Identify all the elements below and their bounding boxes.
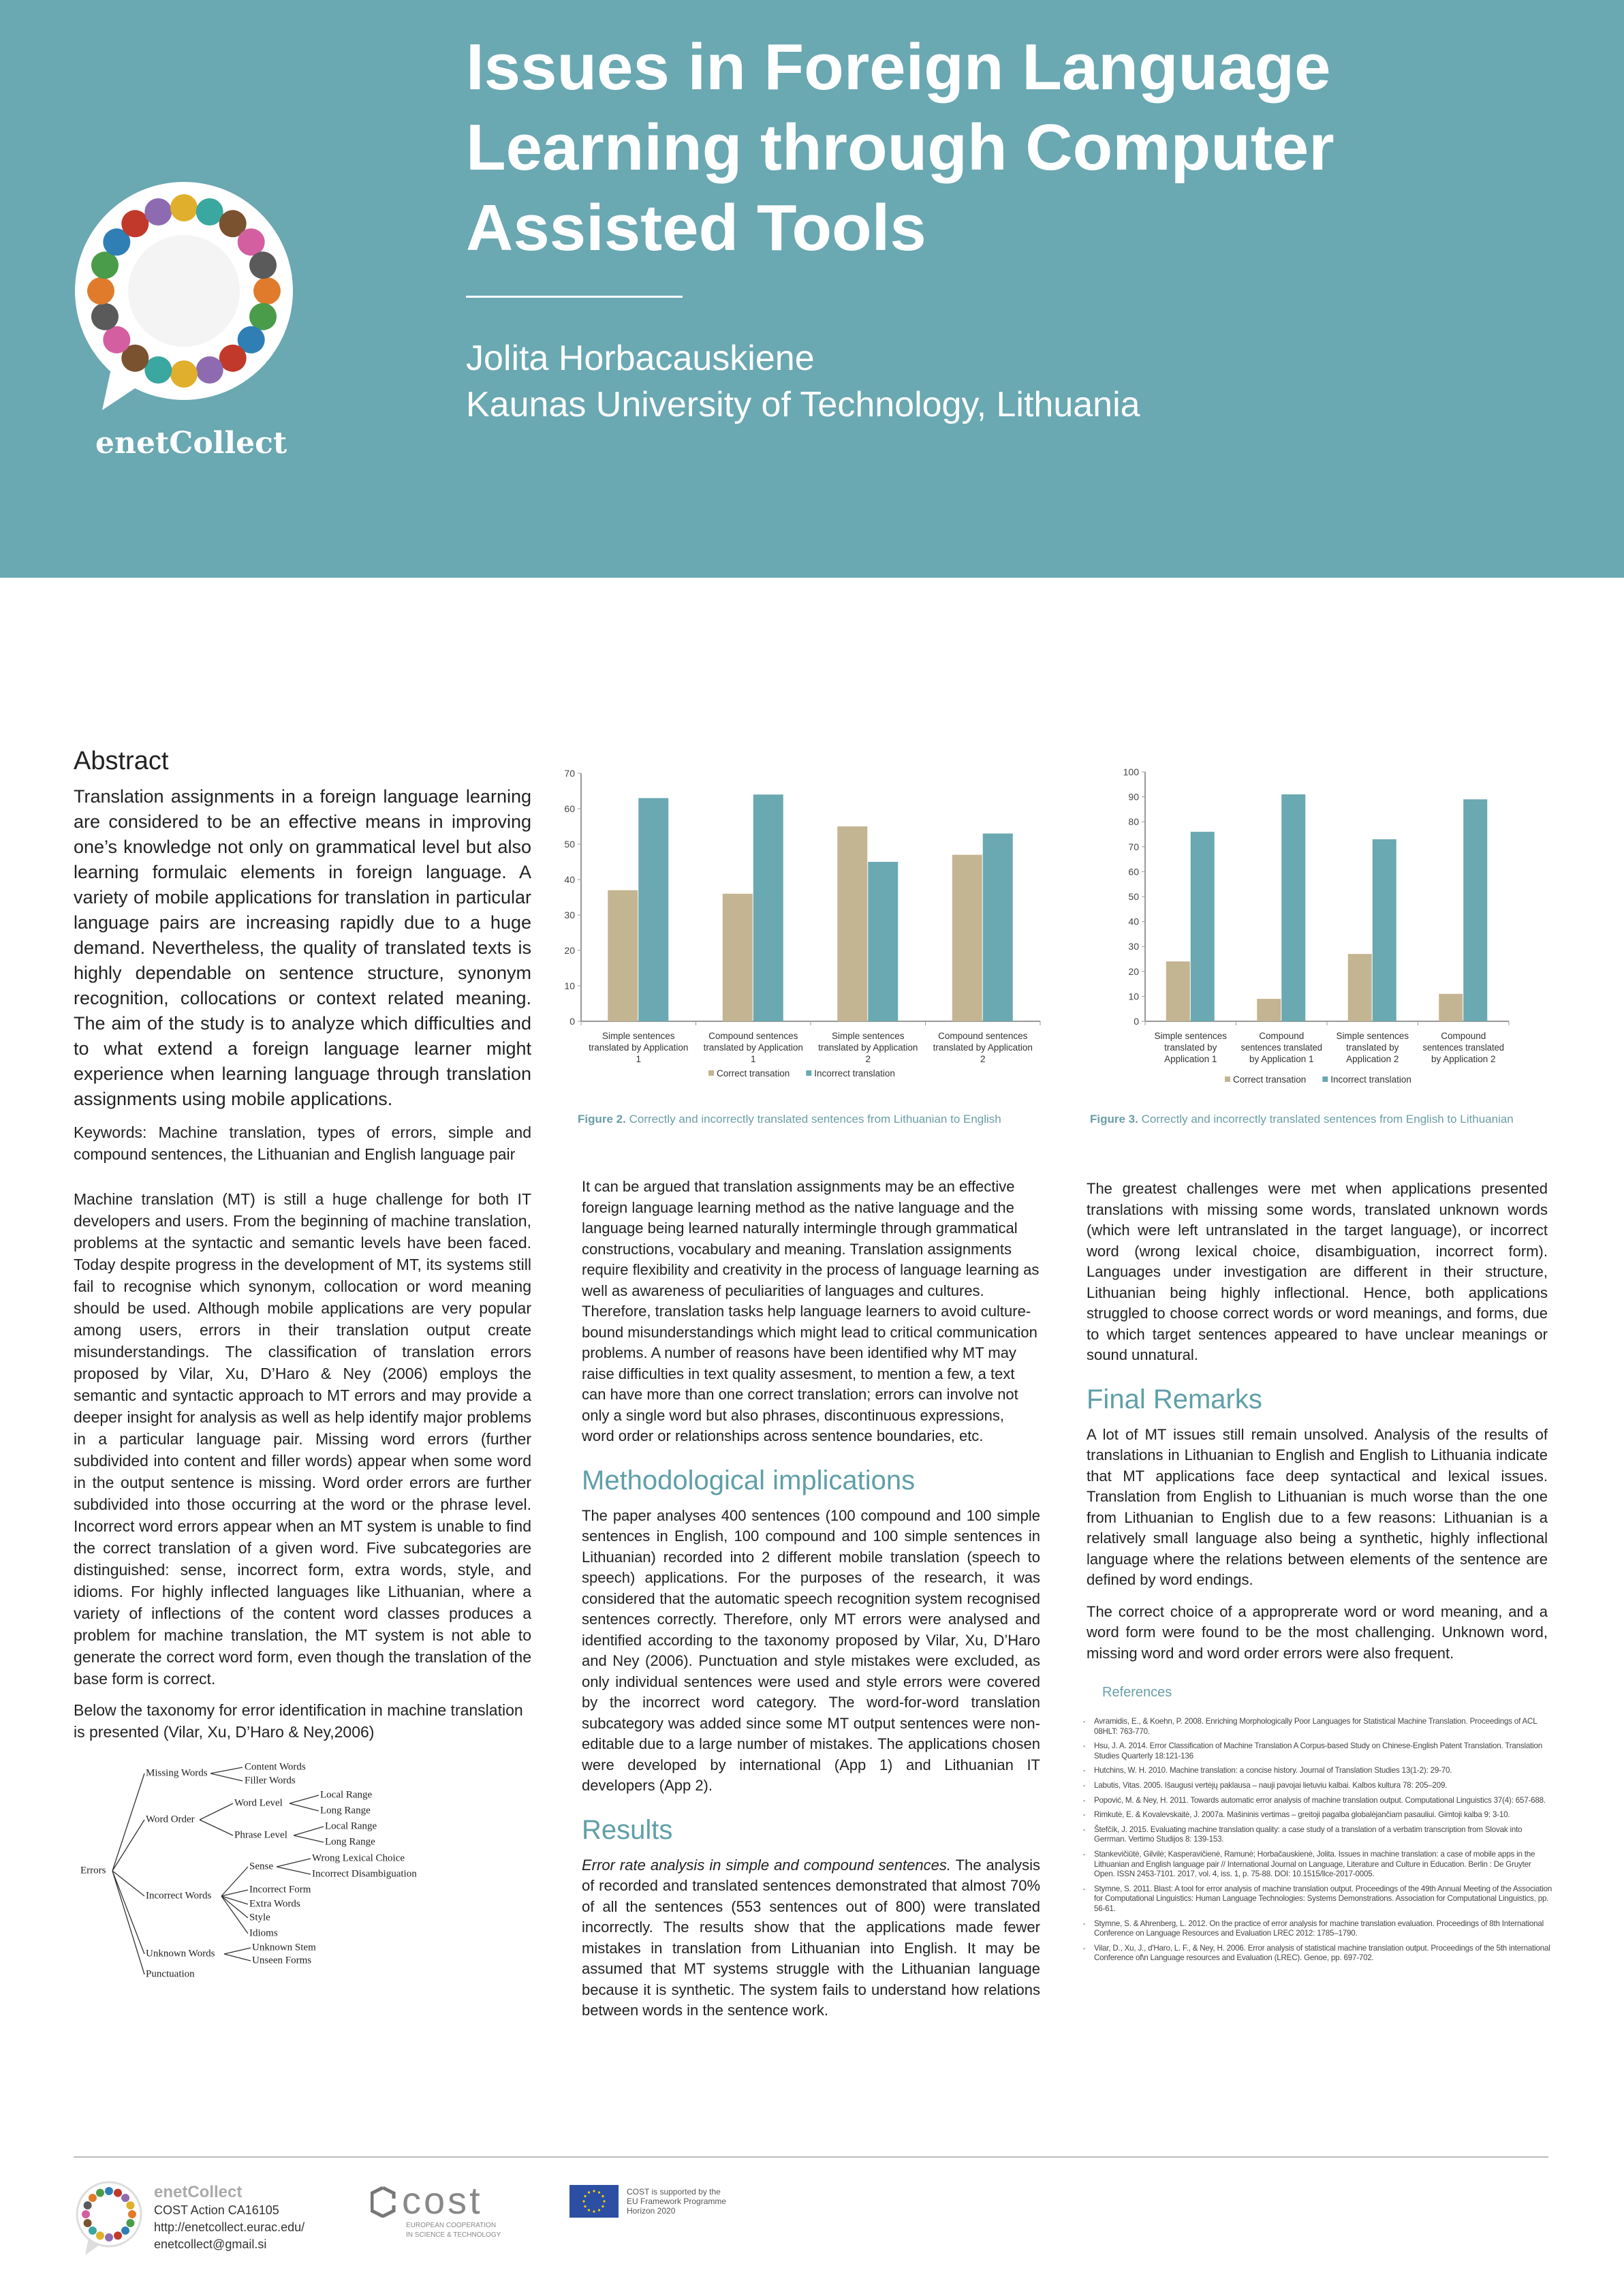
x-tick-label: Compound sentences [938,1031,1028,1041]
methodology-heading: Methodological implications [582,1465,916,1495]
footer-url[interactable]: http://enetcollect.eurac.edu/ [154,2220,305,2234]
star-icon [584,2205,586,2207]
y-tick-label: 20 [564,945,575,956]
x-tick-label: Simple sentences [831,1031,905,1041]
affiliation: Kaunas University of Technology, Lithuania [466,385,1140,424]
x-tick-label: Simple sentences [1154,1031,1228,1041]
cost-subtitle: IN SCIENCE & TECHNOLOGY [406,2231,501,2239]
intro-paragraph: Machine translation (MT) is still a huge challenge for both IT developers and users. From the beginning of machine translation, problems at the syntactic and semantic levels have been faced. Today despite progress in the development of MT, its systems still fail to recognise which synonym, collocation or word meaning should be used. Although mobile applications are very popular among users, errors in their translation output create misunderstandings. The classification of translation errors proposed by Vilar, Xu, D’Haro & Ney (2006) employs the semantic and syntactic approach to MT errors and may provide a deeper insight for analysis as well as help identify major problems in a particular language pair. Missing word errors (further subdivided into content and filler words) appear when some word in the output sentence is missing. Word order errors are further subdivided into those occurring at the word or the phrase level. Incorrect word errors appear when an MT system is unable to find the correct translation of a given word. Five subcategories are distinguished: sense, incorrect form, extra words, style, and idioms. For highly inflected languages like Lithuanian, where a variety of inflections of the content word classes produces a problem for machine translation, the MT system is not able to generate the correct word form, even though the translation of the base form is correct. [74,1190,531,1688]
node-phrase-level: Phrase Level [234,1829,287,1841]
node-extra-words: Extra Words [249,1898,300,1910]
y-tick-label: 20 [1128,965,1139,977]
reference-item: ▪ Labutis, Vitas. 2005. Išaugusi vertėjų paklausa – nauji pavojai lietuviu kalbai. Kalbos kultura 78: 205–209. [1083,1781,1553,1791]
person-figure-icon [219,345,247,372]
translation-assignments-paragraph: It can be argued that translation assignments may be an effective foreign language learning method as the native language and the language being learned naturally intermingle through grammatical constructions, vocabulary and meaning. Translation assignments require flexibility and creativity in the process of language learning as well as awareness of peculiarities of languages and cultures. Therefore, translation tasks help language learners to avoid culture-bound misunderstandings which might lead to critical communication problems. A number of reasons have been identified why MT may raise difficulties in text quality assesment, to mention a few, a text can have more than one correct translation; errors can involve not only a single word but also phrases, discontinuous expressions, word order or relationships across sentence boundaries, etc. [582,1178,1040,1444]
person-figure-icon [89,2194,97,2202]
cost-subtitle: EUROPEAN COOPERATION [406,2222,497,2229]
x-tick-label: translated by [1164,1042,1217,1053]
results-text [582,1855,1040,2021]
node-word-order: Word Order [146,1814,195,1825]
bar-correct [723,894,753,1021]
star-icon [602,2195,604,2197]
footer-org: enetCollect [154,2183,243,2201]
final-remarks-text-2: The correct choice of a approprerate word or word meaning, and a word form were found to be the most challenging. Unknown word, missing word and word order errors were also frequent. [1087,1602,1548,1662]
footer-enetcollect-logo [75,2180,143,2256]
x-tick-label: 2 [980,1054,986,1064]
right-column [1087,1179,1552,1968]
node-unknown-words: Unknown Words [146,1948,215,1959]
y-tick-label: 50 [564,839,575,850]
person-figure-icon [105,2187,113,2195]
x-tick-label: translated by Application [703,1042,803,1053]
person-figure-icon [170,194,198,221]
reference-item: ▪ Hsu, J. A. 2014. Error Classification of Machine Translation A Corpus-based Study on Chinese-English Patent Translation. Translation Studies Quarterly 18:121-136 [1083,1741,1553,1761]
y-tick-label: 30 [564,910,575,920]
person-figure-icon [121,2194,129,2202]
figure-2-caption [578,1113,1001,1126]
legend-swatch [1322,1076,1328,1082]
bar-correct [1257,999,1281,1021]
bar-correct [608,890,638,1021]
eu-flag-icon [569,2185,619,2218]
node-idioms: Idioms [249,1927,278,1939]
eu-line: EU Framework Programme [627,2197,727,2206]
abstract-text: Translation assignments in a foreign language learning are considered to be an effective means in improving one’s knowledge not only on grammatical level but also learning formulaic elements in foreign language. A variety of mobile applications for translation in particular language pairs are increasing rapidly due to a huge demand. Nevertheless, the quality of translated texts is highly dependable on sentence structure, synonym recognition, collocations or context related meaning. The aim of the study is to analyze which difficulties and to what extend a foreign language learner might experience when learning language through translation assignments using mobile applications. [74,786,531,1109]
title-line: Assisted Tools [466,191,926,264]
bar-correct [1348,954,1372,1021]
x-tick-label: Application 2 [1346,1054,1399,1064]
node-incorrect-disambiguation: Incorrect Disambiguation [312,1868,417,1880]
node-wrong-lexical-choice: Wrong Lexical Choice [312,1852,405,1864]
eu-line: Horizon 2020 [627,2206,676,2216]
y-tick-label: 90 [1128,791,1139,803]
results-body: The analysis of recorded and translated sentences demonstrated that almost 70% of all the sentences (553 sentences out of 800) were translated incorrectly. The results show that the applications made fewer mistakes in translation from Lithuanian into English. It may be assumed that MT systems struggle with the Lithuanian language because it is synthetic. The system fails to understand how relations between words in the sentence work. [582,1856,1041,2019]
person-figure-icon [170,360,198,388]
bar-correct [837,826,867,1021]
references-list [1083,1717,1553,1968]
node-local-range: Local Range [320,1789,373,1801]
person-figure-icon [121,2227,129,2235]
x-tick-label: 2 [865,1054,871,1064]
bar-incorrect [1191,832,1215,1021]
person-figure-icon [196,198,223,226]
legend-label: Incorrect translation [814,1068,895,1079]
footer-divider [74,2156,1548,2158]
x-tick-label: translated by Application [589,1042,689,1053]
y-tick-label: 80 [1128,816,1139,828]
caption-text: Correctly and incorrectly translated sentences from English to Lithuanian [1138,1113,1514,1126]
person-figure-icon [126,2201,134,2209]
person-figure-icon [128,2210,136,2218]
person-figure-icon [126,2219,134,2227]
person-figure-icon [87,277,114,305]
x-tick-label: translated by [1346,1042,1399,1053]
logo-text: enetCollect [95,426,287,461]
bar-incorrect [868,862,898,1021]
x-tick-label: Compound [1441,1031,1486,1041]
keywords: Keywords: Machine translation, types of errors, simple and compound sentences, the Lithuanian and English language pair [74,1123,531,1163]
node-word-level: Word Level [234,1797,283,1809]
star-icon [603,2200,605,2202]
legend-swatch [708,1070,714,1076]
y-tick-label: 0 [1134,1016,1139,1027]
star-icon [588,2209,590,2211]
star-icon [584,2195,586,2197]
reference-item: ▪ Popović, M. & Ney, H. 2011. Towards automatic error analysis of machine translation output. Computational Linguistics 37(4): 657-688. [1083,1796,1553,1806]
abstract-heading: Abstract [74,747,169,775]
node-sense: Sense [249,1861,273,1872]
y-tick-label: 30 [1128,941,1139,952]
node-content-words: Content Words [245,1761,306,1773]
y-tick-label: 100 [1123,766,1139,777]
bar-correct [1166,961,1190,1021]
title-divider [466,296,683,298]
y-tick-label: 50 [1128,891,1139,902]
reference-item: ▪ Avramidis, E., & Koehn, P. 2008. Enriching Morphologically Poor Languages for Statistical Machine Translation. Proceedings of ACL 08HLT: 763-770. [1083,1717,1553,1737]
x-tick-label: by Application 2 [1431,1054,1496,1064]
x-tick-label: 1 [636,1054,642,1064]
y-tick-label: 60 [564,803,575,814]
legend-swatch [806,1070,811,1076]
person-figure-icon [82,2210,90,2218]
person-figure-icon [84,2201,92,2209]
node-punctuation: Punctuation [146,1968,195,1980]
person-figure-icon [103,326,130,354]
cost-logo-mark [371,2185,507,2218]
reference-item: ▪ Stymne, S. & Ahrenberg, L. 2012. On the practice of error analysis for machine translation evaluation. Proceedings of 8th International Conference on Language Resources and Evaluation LREC 2012: 1785–1790. [1083,1919,1553,1939]
node-errors: Errors [80,1865,106,1876]
y-tick-label: 60 [1128,866,1139,878]
star-icon [598,2209,600,2211]
footer-action: COST Action CA16105 [154,2203,279,2217]
x-tick-label: 1 [750,1054,756,1064]
footer-contact [154,2183,304,2253]
author-name: Jolita Horbacauskiene [466,339,815,378]
poster-title [466,27,1556,268]
person-figure-icon [253,277,281,305]
star-icon [588,2191,590,2193]
legend-swatch [1225,1076,1230,1082]
x-tick-label: Compound sentences [708,1031,798,1041]
references-heading: References [1102,1685,1172,1700]
bar-correct [1439,994,1463,1021]
caption-text: Correctly and incorrectly translated sentences from Lithuanian to English [625,1113,1001,1126]
person-figure-icon [121,210,149,237]
node-missing-words: Missing Words [146,1767,208,1779]
author-block [466,335,1140,428]
star-icon [593,2190,595,2192]
person-figure-icon [249,303,277,330]
middle-column [582,1177,1040,2021]
eu-support-text [627,2187,726,2216]
final-remarks-heading: Final Remarks [1087,1384,1262,1414]
person-figure-icon [96,2231,104,2239]
bar-incorrect [638,798,668,1021]
node-incorrect-form: Incorrect Form [249,1884,311,1895]
title-line: Learning through Computer [466,111,1334,184]
bar-incorrect [753,794,783,1021]
reference-item: ▪ Stymne, S. 2011. Blast: A tool for error analysis of machine translation output. Proceedings of the 49th Annual Meeting of the Association for Computational Linguistics: Human Language Technologies: Systems Demonstrations. Association for Computational Linguistics, pp. 56-61. [1083,1884,1553,1914]
methodology-text: The paper analyses 400 sentences (100 compound and 100 simple sentences in English, 100 compound and 100 simple sentences in Lithuanian) recorded into 2 different mobile translation (speech to speech) applications. For the purposes of the research, it was considered that the automatic speech recognition system recognised sentences correctly. Therefore, only MT errors were analysed and identified according to the taxonomy proposed by Vilar, Xu, D’Haro and Ney (2006). Punctuation and style mistakes were excluded, as only individual sentences were used and style errors were covered by the incorrect word category. The word-for-word translation subcategory was added since some MT output sentences were non-editable due to a large number of mistakes. The applications chosen were developed by international (App 1) and Lithuanian IT developers (App 2). [582,1506,1040,1794]
challenges-paragraph: The greatest challenges were met when applications presented translations with missing some words, translated unknown words (which were left untranslated in the target language), or incorrect word (wrong lexical choice, disambiguation, incorrect form). Languages under investigation are different in their structure, Lithuanian being highly inflectional. Hence, both applications struggled to choose correct words or word meanings, and forms, due to which target sentences appeared to have unclear meanings or sound unnatural. [1087,1180,1548,1363]
bar-incorrect [1373,839,1396,1021]
x-tick-label: Simple sentences [602,1031,675,1041]
bar-incorrect [1463,799,1487,1021]
person-figure-icon [89,2227,97,2235]
reference-item: ▪ Rimkutė, E. & Kovalevskaitė, J. 2007a. Mašininis vertimas – greitoji pagalba globalėjančiam pasauliui. Gimtoji kalba 9: 3-10. [1083,1810,1553,1820]
person-figure-icon [144,356,172,384]
legend-label: Incorrect translation [1330,1074,1411,1085]
left-column [74,746,531,1990]
cost-wordmark: cost [402,2185,483,2218]
results-lead: Error rate analysis in simple and compound sentences. [582,1856,951,1874]
reference-item: ▪ Vilar, D., Xu, J., d'Haro, L. F., & Ney, H. 2006. Error analysis of statistical machine translation output. Proceedings of the 5th international Conference of\n Language resources and Evaluation (LREC). Genoe, pp. 697-702. [1083,1944,1553,1964]
x-tick-label: translated by Application [933,1042,1033,1053]
enetcollect-logo [72,179,296,417]
footer-email[interactable]: enetcollect@gmail.si [154,2237,267,2251]
person-figure-icon [84,2219,92,2227]
bar-incorrect [1281,794,1305,1021]
x-tick-label: Compound [1259,1031,1305,1041]
star-icon [598,2191,600,2193]
person-figure-icon [196,356,223,384]
figure-label: Figure 2. [578,1113,626,1126]
x-tick-label: sentences translated [1240,1042,1322,1053]
person-figure-icon [91,303,119,330]
legend-label: Correct transation [1233,1074,1307,1085]
y-tick-label: 10 [564,980,575,991]
x-tick-label: Simple sentences [1336,1031,1409,1041]
x-tick-label: by Application 1 [1249,1054,1314,1064]
figure-label: Figure 3. [1090,1113,1138,1126]
person-figure-icon [238,228,265,255]
person-figure-icon [105,2233,113,2241]
bar-correct [952,855,982,1021]
node-unseen-forms: Unseen Forms [252,1955,312,1966]
cost-logo [371,2185,507,2240]
taxonomy-diagram [74,1755,531,1990]
node-incorrect-words: Incorrect Words [146,1890,212,1902]
legend-label: Correct transation [717,1068,790,1079]
title-line: Issues in Foreign Language [466,31,1331,104]
x-tick-label: sentences translated [1422,1042,1504,1053]
y-tick-label: 70 [1128,841,1139,852]
node-filler-words: Filler Words [245,1775,296,1786]
results-heading: Results [582,1814,673,1845]
figure-3-caption [1090,1113,1514,1126]
person-figure-icon [91,251,119,279]
eu-line: COST is supported by the [627,2187,721,2197]
person-figure-icon [114,2189,122,2197]
taxonomy-intro: Below the taxonomy for error identification in machine translation is presented (Vilar, Xu, D’Haro & Ney,2006) [74,1701,523,1741]
star-icon [582,2200,584,2202]
bar-incorrect [983,833,1013,1021]
y-tick-label: 40 [564,874,575,885]
reference-item: ▪ Štefčík, J. 2015. Evaluating machine translation quality: a case study of a translation of a verbatim transcription from Slovak into Gerrman. Vertimo Studijos 8: 139-153. [1083,1825,1553,1845]
node-unknown-stem: Unknown Stem [252,1942,316,1953]
x-tick-label: translated by Application [818,1042,918,1053]
node-local-range: Local Range [325,1820,377,1832]
person-figure-icon [114,2231,122,2239]
node-style: Style [249,1912,270,1923]
y-tick-label: 40 [1128,916,1139,927]
y-tick-label: 0 [569,1016,575,1027]
final-remarks-text: A lot of MT issues still remain unsolved. Analysis of the results of translations in Lithuanian to English and English to Lithuania indicate that MT applications face deep syntactical and lexical issues. Translation from English to Lithuanian is much worse than the one from Lithuanian to English due to a few reasons: Lithuanian is a relatively small language also being a synthetic, highly inflectional language where the relations between elements of the sentence are defined by word endings. [1087,1425,1548,1588]
star-icon [602,2205,604,2207]
y-tick-label: 10 [1128,991,1139,1002]
y-tick-label: 70 [564,768,575,779]
person-figure-icon [144,198,172,226]
person-figure-icon [249,251,277,279]
star-icon [593,2210,595,2212]
node-long-range: Long Range [325,1836,375,1848]
reference-item: ▪ Stankevičiūtė, Gilvilė; Kasperavičienė, Ramunė; Horbačauskienė, Jolita. Issues in machine translation: a case of mobile apps in the Lithuanian and English language pair // International Journal on Language, Literature and Culture in Education. Berlin : De Gruyter Open. ISSN 2453-7101. 2017, vol. 4, iss. 1, p. 75-88. DOI: 10.1515/llce-2017-0005. [1083,1850,1553,1880]
person-figure-icon [96,2189,104,2197]
reference-item: ▪ Hutchins, W. H. 2010. Machine translation: a concise history. Journal of Translation Studies 13(1-2): 29-70. [1083,1766,1553,1776]
x-tick-label: Application 1 [1164,1054,1217,1064]
node-long-range: Long Range [320,1805,371,1816]
